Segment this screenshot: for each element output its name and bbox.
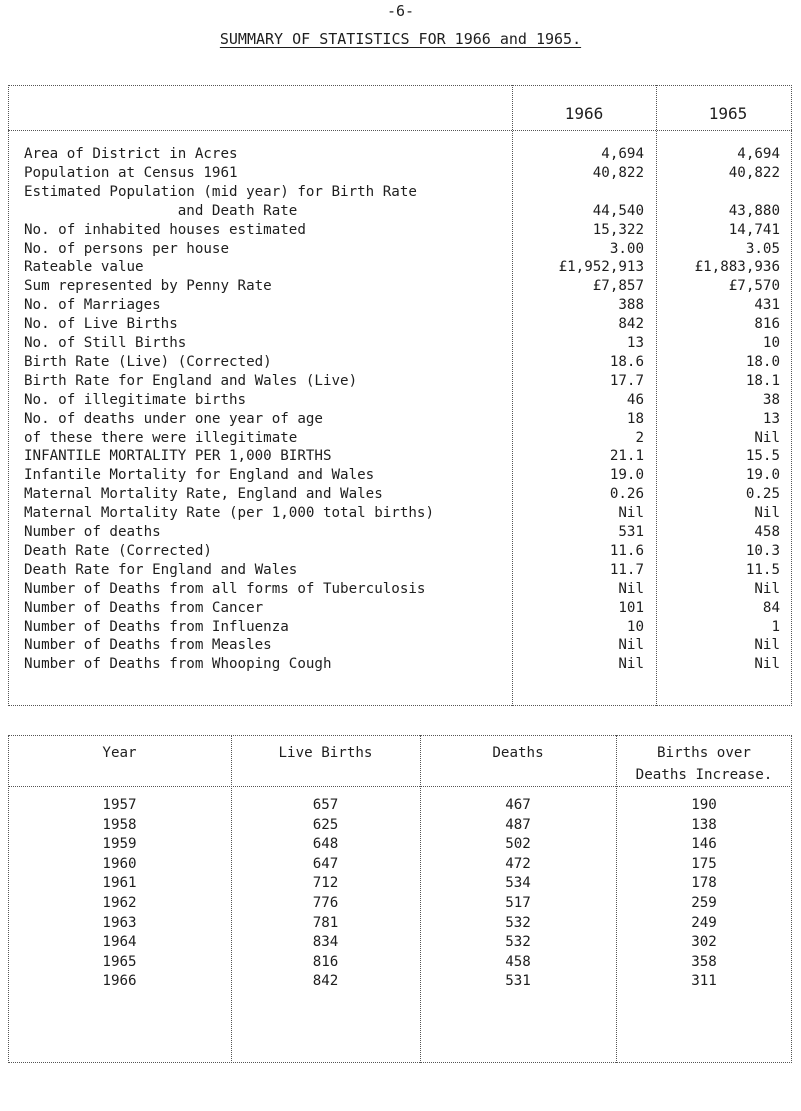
summary-row-value-1966: 388	[618, 297, 644, 314]
summary-row-value-1965: 10.3	[745, 542, 780, 559]
summary-row-label: No. of persons per house	[24, 240, 229, 257]
page-title	[0, 30, 801, 48]
summary-row-label: Maternal Mortality Rate (per 1,000 total births)	[24, 505, 434, 522]
summary-row-value-1965: 40,822	[728, 164, 780, 181]
yearly-cell-year: 1957	[102, 797, 137, 813]
summary-row-label: Estimated Population (mid year) for Birth Rate	[24, 183, 417, 200]
summary-row-value-1966: 18	[626, 410, 644, 427]
summary-row-value-1965: Nil	[754, 580, 780, 597]
summary-row-label: Maternal Mortality Rate, England and Wales	[24, 486, 383, 503]
yearly-cell-increase: 311	[691, 973, 717, 990]
yearly-cell-live-births: 816	[312, 953, 339, 970]
summary-row-value-1966: 40,822	[592, 164, 644, 181]
summary-row-value-1965: 4,694	[737, 146, 780, 162]
yearly-header-live-births: Live Births	[278, 745, 373, 761]
yearly-cell-live-births: 776	[312, 895, 339, 911]
summary-row-value-1966: 15,322	[592, 221, 644, 238]
summary-row-value-1966: 4,694	[601, 146, 644, 162]
summary-row-label: No. of Live Births	[24, 316, 178, 333]
summary-row-value-1965: Nil	[754, 637, 780, 654]
summary-row-label: Number of Deaths from Whooping Cough	[24, 656, 332, 673]
summary-row-value-1966: 11.7	[609, 561, 644, 578]
summary-row-label: Number of deaths	[24, 524, 161, 540]
summary-row-label: Rateable value	[24, 259, 144, 276]
summary-row-value-1966: 101	[618, 599, 644, 616]
summary-row-value-1966: 46	[626, 391, 644, 408]
summary-row-value-1965: Nil	[754, 505, 780, 522]
summary-header-1966: 1966	[564, 104, 604, 123]
yearly-cell-increase: 178	[691, 875, 717, 892]
summary-row-label: Death Rate (Corrected)	[24, 542, 212, 559]
yearly-cell-deaths: 531	[505, 973, 531, 990]
summary-row-label: Infantile Mortality for England and Wales	[24, 467, 375, 484]
summary-row-value-1965: 15.5	[745, 448, 780, 465]
summary-row-value-1965: 18.0	[745, 353, 780, 370]
summary-row-value-1965: 458	[754, 524, 780, 540]
summary-row-label: Birth Rate for England and Wales (Live)	[24, 372, 358, 389]
yearly-header-deaths: Deaths	[492, 745, 544, 761]
summary-row-value-1965: £1,883,936	[694, 259, 780, 276]
summary-row-value-1966: 44,540	[592, 202, 644, 219]
summary-row-value-1966: 2	[635, 429, 644, 446]
yearly-cell-live-births: 647	[312, 855, 339, 872]
page-number: -6-	[386, 2, 415, 20]
summary-row-value-1966: Nil	[618, 580, 644, 597]
summary-row-value-1965: £7,570	[728, 278, 780, 295]
summary-row-value-1966: Nil	[618, 637, 644, 654]
yearly-cell-deaths: 467	[505, 797, 531, 813]
summary-row-value-1966: 17.7	[609, 372, 644, 389]
summary-row-value-1965: 43,880	[728, 202, 780, 219]
yearly-cell-year: 1959	[102, 836, 137, 853]
summary-row-value-1965: 11.5	[745, 561, 780, 578]
summary-row-value-1966: 842	[618, 316, 644, 333]
yearly-cell-year: 1958	[102, 816, 137, 833]
summary-row-label: Area of District in Acres	[24, 146, 238, 162]
yearly-cell-deaths: 458	[505, 953, 531, 970]
summary-row-label: Number of Deaths from Measles	[24, 637, 272, 654]
summary-row-value-1965: 3.05	[745, 240, 780, 257]
summary-row-value-1966: 3.00	[609, 240, 644, 257]
yearly-header-births-over: Births over	[657, 745, 751, 761]
summary-row-label: Number of Deaths from Cancer	[24, 599, 264, 616]
summary-row-value-1965: 0.25	[745, 486, 780, 503]
yearly-cell-deaths: 517	[505, 895, 531, 911]
summary-row-label: Birth Rate (Live) (Corrected)	[24, 353, 272, 370]
yearly-cell-live-births: 712	[312, 875, 339, 892]
summary-row-value-1965: 84	[762, 599, 780, 616]
summary-header-1965: 1965	[708, 104, 748, 123]
yearly-cell-increase: 146	[691, 836, 717, 853]
yearly-cell-deaths: 502	[505, 836, 531, 853]
yearly-cell-live-births: 657	[312, 797, 339, 813]
yearly-cell-increase: 358	[691, 953, 717, 970]
summary-row-value-1965: 10	[762, 335, 780, 351]
yearly-cell-increase: 249	[691, 914, 717, 931]
summary-row-value-1965: 431	[754, 297, 780, 314]
yearly-cell-live-births: 648	[312, 836, 339, 853]
summary-row-label: No. of inhabited houses estimated	[24, 221, 306, 238]
yearly-cell-increase: 175	[691, 855, 717, 872]
summary-row-value-1966: 531	[618, 524, 644, 540]
yearly-cell-year: 1964	[102, 934, 137, 951]
summary-row-value-1966: £1,952,913	[558, 259, 644, 276]
yearly-cell-deaths: 472	[505, 855, 531, 872]
summary-row-label: of these there were illegitimate	[24, 429, 298, 446]
yearly-cell-increase: 190	[691, 797, 717, 813]
yearly-cell-year: 1961	[102, 875, 137, 892]
yearly-cell-live-births: 834	[312, 934, 339, 951]
summary-row-value-1965: 38	[762, 391, 780, 408]
page-title-text: SUMMARY OF STATISTICS FOR 1966 and 1965.	[219, 30, 582, 48]
summary-row-value-1966: £7,857	[592, 278, 644, 295]
summary-row-value-1965: 14,741	[728, 221, 780, 238]
summary-row-value-1966: 11.6	[609, 542, 644, 559]
yearly-cell-increase: 138	[691, 816, 717, 833]
summary-row-label: Number of Deaths from Influenza	[24, 618, 289, 635]
summary-row-label: No. of Marriages	[24, 297, 161, 314]
summary-row-value-1965: 816	[754, 316, 780, 333]
summary-row-label: No. of deaths under one year of age	[24, 410, 323, 427]
summary-row-label: No. of illegitimate births	[24, 391, 247, 408]
summary-row-value-1966: 10	[626, 618, 644, 635]
yearly-cell-deaths: 487	[505, 816, 531, 833]
summary-row-label: Sum represented by Penny Rate	[24, 278, 272, 295]
yearly-cell-year: 1966	[102, 973, 137, 990]
summary-row-label: Death Rate for England and Wales	[24, 561, 298, 578]
summary-row-label: Population at Census 1961	[24, 164, 238, 181]
yearly-cell-year: 1962	[102, 895, 137, 911]
summary-row-value-1965: 1	[771, 618, 780, 635]
summary-row-value-1966: 0.26	[609, 486, 644, 503]
yearly-cell-deaths: 532	[505, 934, 531, 951]
summary-row-value-1965: Nil	[754, 429, 780, 446]
yearly-header-year: Year	[102, 745, 137, 761]
yearly-cell-year: 1965	[102, 953, 137, 970]
yearly-cell-live-births: 625	[312, 816, 339, 833]
yearly-cell-deaths: 534	[505, 875, 531, 892]
summary-row-label: INFANTILE MORTALITY PER 1,000 BIRTHS	[24, 448, 332, 465]
yearly-cell-year: 1963	[102, 914, 137, 931]
summary-row-value-1966: 19.0	[609, 467, 644, 484]
yearly-header-deaths-increase: Deaths Increase.	[635, 767, 773, 783]
summary-row-value-1966: Nil	[618, 505, 644, 522]
summary-row-value-1966: 21.1	[609, 448, 644, 465]
summary-row-value-1966: Nil	[618, 656, 644, 673]
summary-row-value-1966: 18.6	[609, 353, 644, 370]
summary-row-value-1966: 13	[626, 335, 644, 351]
summary-row-label: No. of Still Births	[24, 335, 187, 351]
yearly-cell-year: 1960	[102, 855, 137, 872]
summary-header-divider	[8, 130, 792, 131]
summary-row-value-1965: 13	[762, 410, 780, 427]
summary-row-value-1965: Nil	[754, 656, 780, 673]
yearly-cell-live-births: 781	[312, 914, 339, 931]
summary-row-label: and Death Rate	[24, 202, 298, 219]
yearly-cell-increase: 302	[691, 934, 717, 951]
summary-row-value-1965: 19.0	[745, 467, 780, 484]
yearly-cell-increase: 259	[691, 895, 717, 911]
summary-row-label: Number of Deaths from all forms of Tuberculosis	[24, 580, 426, 597]
yearly-cell-deaths: 532	[505, 914, 531, 931]
yearly-cell-live-births: 842	[312, 973, 339, 990]
summary-row-value-1965: 18.1	[745, 372, 780, 389]
